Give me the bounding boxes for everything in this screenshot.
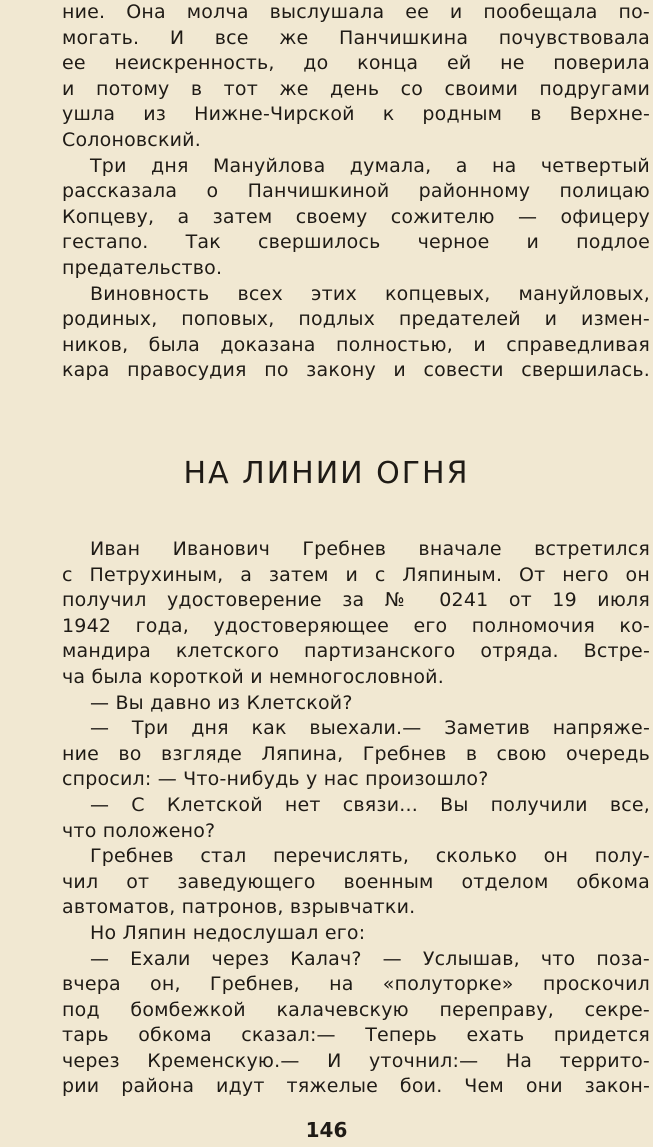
text-line: через Кременскую.— И уточнил:— На террито- — [62, 1049, 650, 1072]
text-line: Но Ляпин недослушал его: — [90, 921, 366, 944]
text-line: гестапо. Так свершилось черное и подлое — [62, 231, 650, 254]
text-line: под бомбежкой калачевскую переправу, секре- — [62, 998, 650, 1021]
text-line: получил удостоверение за № 0241 от 19 июля — [62, 589, 650, 612]
text-line: — Вы давно из Клетской? — [90, 691, 353, 714]
text-line: 1942 года, удостоверяющее его полномочия ко- — [62, 614, 650, 637]
text-line: кара правосудия по закону и совести свершилась. — [62, 359, 650, 382]
text-line: Иван Иванович Гребнев вначале встретился — [90, 538, 650, 560]
text-line: ушла из Нижне-Чирской к родным в Верхне- — [62, 103, 650, 126]
text-line: Копцеву, а затем своему сожителю — офицеру — [62, 205, 650, 228]
text-line: с Петрухиным, а затем и с Ляпиным. От него он — [62, 563, 650, 586]
chapter-heading: НА ЛИНИИ ОГНЯ — [183, 456, 470, 491]
paragraph-block-top — [62, 0, 650, 384]
text-line: — Три дня как выехали.— Заметив напряже- — [90, 717, 650, 740]
text-line: ние. Она молча выслушала ее и пообещала по- — [62, 1, 650, 23]
text-line: предательство. — [62, 256, 223, 279]
text-line: — Ехали через Калач? — Услышав, что поза- — [90, 947, 650, 970]
text-line: Три дня Мануйлова думала, а на четвертый — [90, 154, 650, 177]
text-line: автоматов, патронов, взрывчатки. — [62, 896, 416, 919]
text-line: что положено? — [62, 819, 216, 842]
text-line: — С Клетской нет связи... Вы получили все, — [90, 793, 650, 816]
text-line: могать. И все же Панчишкина почувствовала — [62, 26, 650, 49]
text-line: Виновность всех этих копцевых, мануйловых, — [90, 282, 650, 305]
text-line: ча была короткой и немногословной. — [62, 665, 444, 688]
text-line: мандира клетского партизанского отряда. Встре- — [62, 640, 650, 663]
text-line: рии района идут тяжелые бои. Чем они закон- — [62, 1075, 650, 1098]
text-line: Гребнев стал перечислять, сколько он полу- — [90, 845, 650, 868]
text-line: чил от заведующего военным отделом обкома — [62, 870, 650, 893]
text-line: родиных, поповых, подлых предателей и измен- — [62, 308, 650, 331]
text-line: спросил: — Что-нибудь у нас произошло? — [62, 768, 489, 791]
page-number: 146 — [305, 1118, 348, 1142]
text-line: ние во взгляде Ляпина, Гребнев в свою очередь — [62, 742, 650, 765]
text-line: ее неискренность, до конца ей не поверила — [62, 52, 650, 75]
text-line: и потому в тот же день со своими подругами — [62, 77, 650, 100]
text-line: Солоновский. — [62, 128, 201, 151]
text-line: вчера он, Гребнев, на «полуторке» проскочил — [62, 973, 650, 996]
text-line: рассказала о Панчишкиной районному полицаю — [62, 180, 650, 203]
text-line: тарь обкома сказал:— Теперь ехать придется — [62, 1024, 650, 1047]
paragraph-block-bottom — [62, 537, 650, 1100]
text-line: ников, была доказана полностью, и справедливая — [62, 333, 650, 356]
